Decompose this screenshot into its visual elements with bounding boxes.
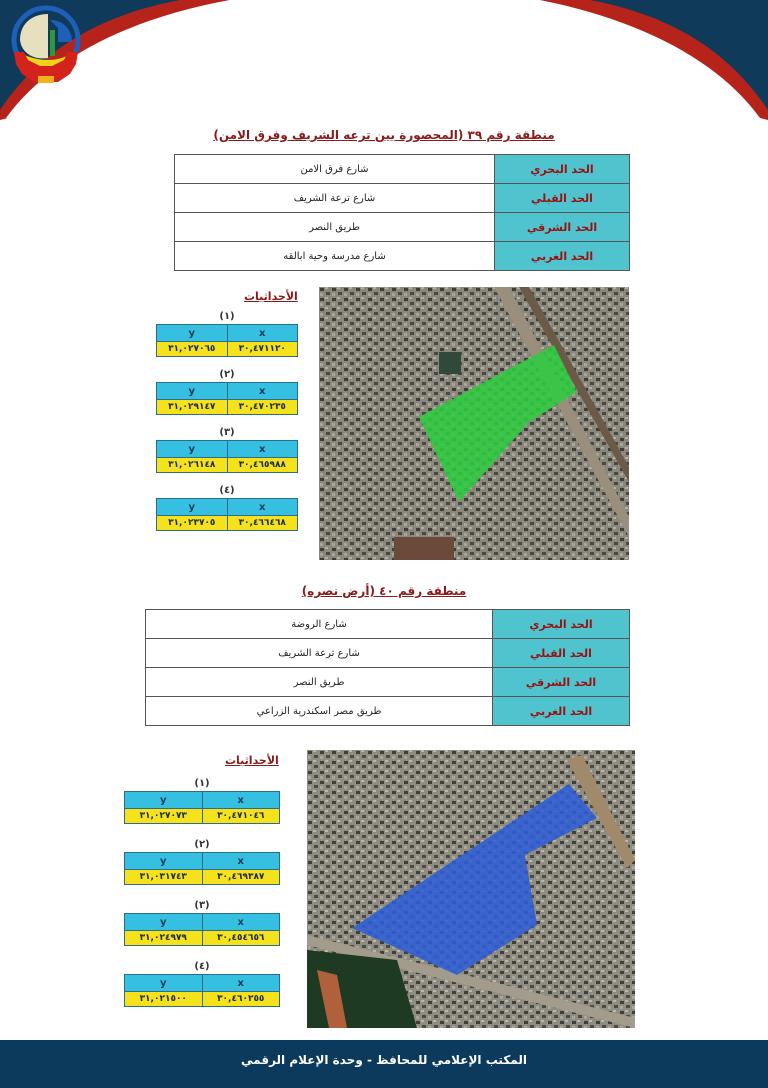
y-header: y (157, 325, 228, 342)
boundary-value: طريق مصر اسكندرية الزراعي (146, 697, 493, 726)
y-value: ٣١,٠٢٧٠٦٥ (157, 342, 228, 357)
boundary-label: الحد البحري (495, 155, 630, 184)
header-arcs (0, 0, 768, 130)
zone-39-boundaries-table (174, 154, 630, 271)
x-header: x (227, 383, 298, 400)
y-value: ٣١,٠٢٣٧٠٥ (157, 516, 228, 531)
point-number: (٤) (194, 961, 210, 972)
boundary-value: طريق النصر (175, 213, 495, 242)
y-header: y (125, 975, 203, 992)
boundary-row-south (175, 184, 630, 213)
zone-39-point-2 (156, 368, 298, 415)
boundary-value: شارع ترعة الشريف (175, 184, 495, 213)
x-header: x (227, 441, 298, 458)
zone-40-point-2 (124, 838, 280, 885)
x-header: x (227, 325, 298, 342)
x-header: x (202, 853, 280, 870)
y-value: ٣١,٠٣١٧٤٣ (125, 870, 203, 885)
boundary-label: الحد القبلي (493, 639, 630, 668)
boundary-value: طريق النصر (146, 668, 493, 697)
point-number: (٢) (219, 369, 235, 380)
boundary-row-west (175, 242, 630, 271)
x-value: ٣٠,٤٦٠٢٥٥ (202, 992, 280, 1007)
boundary-value: شارع ترعة الشريف (146, 639, 493, 668)
x-value: ٣٠,٤٦٩٣٨٧ (202, 870, 280, 885)
x-value: ٣٠,٤٧٠٢٣٥ (227, 400, 298, 415)
point-number: (٤) (219, 485, 235, 496)
y-header: y (125, 853, 203, 870)
y-header: y (125, 914, 203, 931)
footer-text: المكتب الإعلامي للمحافظ - وحدة الإعلام الرقمي (241, 1053, 527, 1067)
y-header: y (125, 792, 203, 809)
page-footer (0, 1040, 768, 1088)
zone-40-point-4 (124, 960, 280, 1007)
zone-39-point-4 (156, 484, 298, 531)
x-header: x (202, 914, 280, 931)
x-value: ٣٠,٤٦٦٤٦٨ (227, 516, 298, 531)
boundary-row-east (175, 213, 630, 242)
zone-39-point-3 (156, 426, 298, 473)
zone-40-title: منطقة رقم ٤٠ (أرض نصره) (301, 584, 467, 598)
zone-40-boundaries-table (145, 609, 630, 726)
boundary-row-north (146, 610, 630, 639)
x-value: ٣٠,٤٦٥٩٨٨ (227, 458, 298, 473)
zone-40-coords-title: الأحداثيات (225, 754, 279, 767)
point-number: (٣) (194, 900, 210, 911)
boundary-label: الحد البحري (493, 610, 630, 639)
boundary-label: الحد الشرقي (493, 668, 630, 697)
point-number: (٣) (219, 427, 235, 438)
x-value: ٣٠,٤٧١٠٤٦ (202, 809, 280, 824)
boundary-value: شارع مدرسة وحية ابالقه (175, 242, 495, 271)
x-value: ٣٠,٤٥٤٦٥٦ (202, 931, 280, 946)
y-value: ٣١,٠٢١٥٠٠ (125, 992, 203, 1007)
zone-40-satellite-map (307, 750, 635, 1028)
point-number: (٢) (194, 839, 210, 850)
boundary-label: الحد القبلي (495, 184, 630, 213)
y-value: ٣١,٠٢٧٠٧٣ (125, 809, 203, 824)
boundary-row-east (146, 668, 630, 697)
zone-39-satellite-map (319, 287, 629, 560)
boundary-row-north (175, 155, 630, 184)
x-header: x (202, 975, 280, 992)
y-value: ٣١,٠٢٤٩٧٩ (125, 931, 203, 946)
y-header: y (157, 499, 228, 516)
y-value: ٣١,٠٢٩١٤٧ (157, 400, 228, 415)
zone-39-title: منطقة رقم ٣٩ (المحصورة بين ترعه الشريف وفرق الامن) (213, 128, 555, 142)
page-header (0, 0, 768, 130)
point-number: (١) (219, 311, 235, 322)
boundary-row-west (146, 697, 630, 726)
governorate-emblem-icon (0, 0, 92, 92)
y-value: ٣١,٠٢٦١٤٨ (157, 458, 228, 473)
boundary-label: الحد الغربي (493, 697, 630, 726)
y-header: y (157, 383, 228, 400)
x-header: x (202, 792, 280, 809)
zone-39-coords-title: الأحداثيات (244, 290, 298, 303)
x-value: ٣٠,٤٧١١٢٠ (227, 342, 298, 357)
boundary-row-south (146, 639, 630, 668)
zone-39-point-1 (156, 310, 298, 357)
y-header: y (157, 441, 228, 458)
boundary-label: الحد الشرقي (495, 213, 630, 242)
boundary-value: شارع الروضة (146, 610, 493, 639)
x-header: x (227, 499, 298, 516)
boundary-value: شارع فرق الامن (175, 155, 495, 184)
zone-40-point-3 (124, 899, 280, 946)
point-number: (١) (194, 778, 210, 789)
zone-40-point-1 (124, 777, 280, 824)
boundary-label: الحد الغربي (495, 242, 630, 271)
